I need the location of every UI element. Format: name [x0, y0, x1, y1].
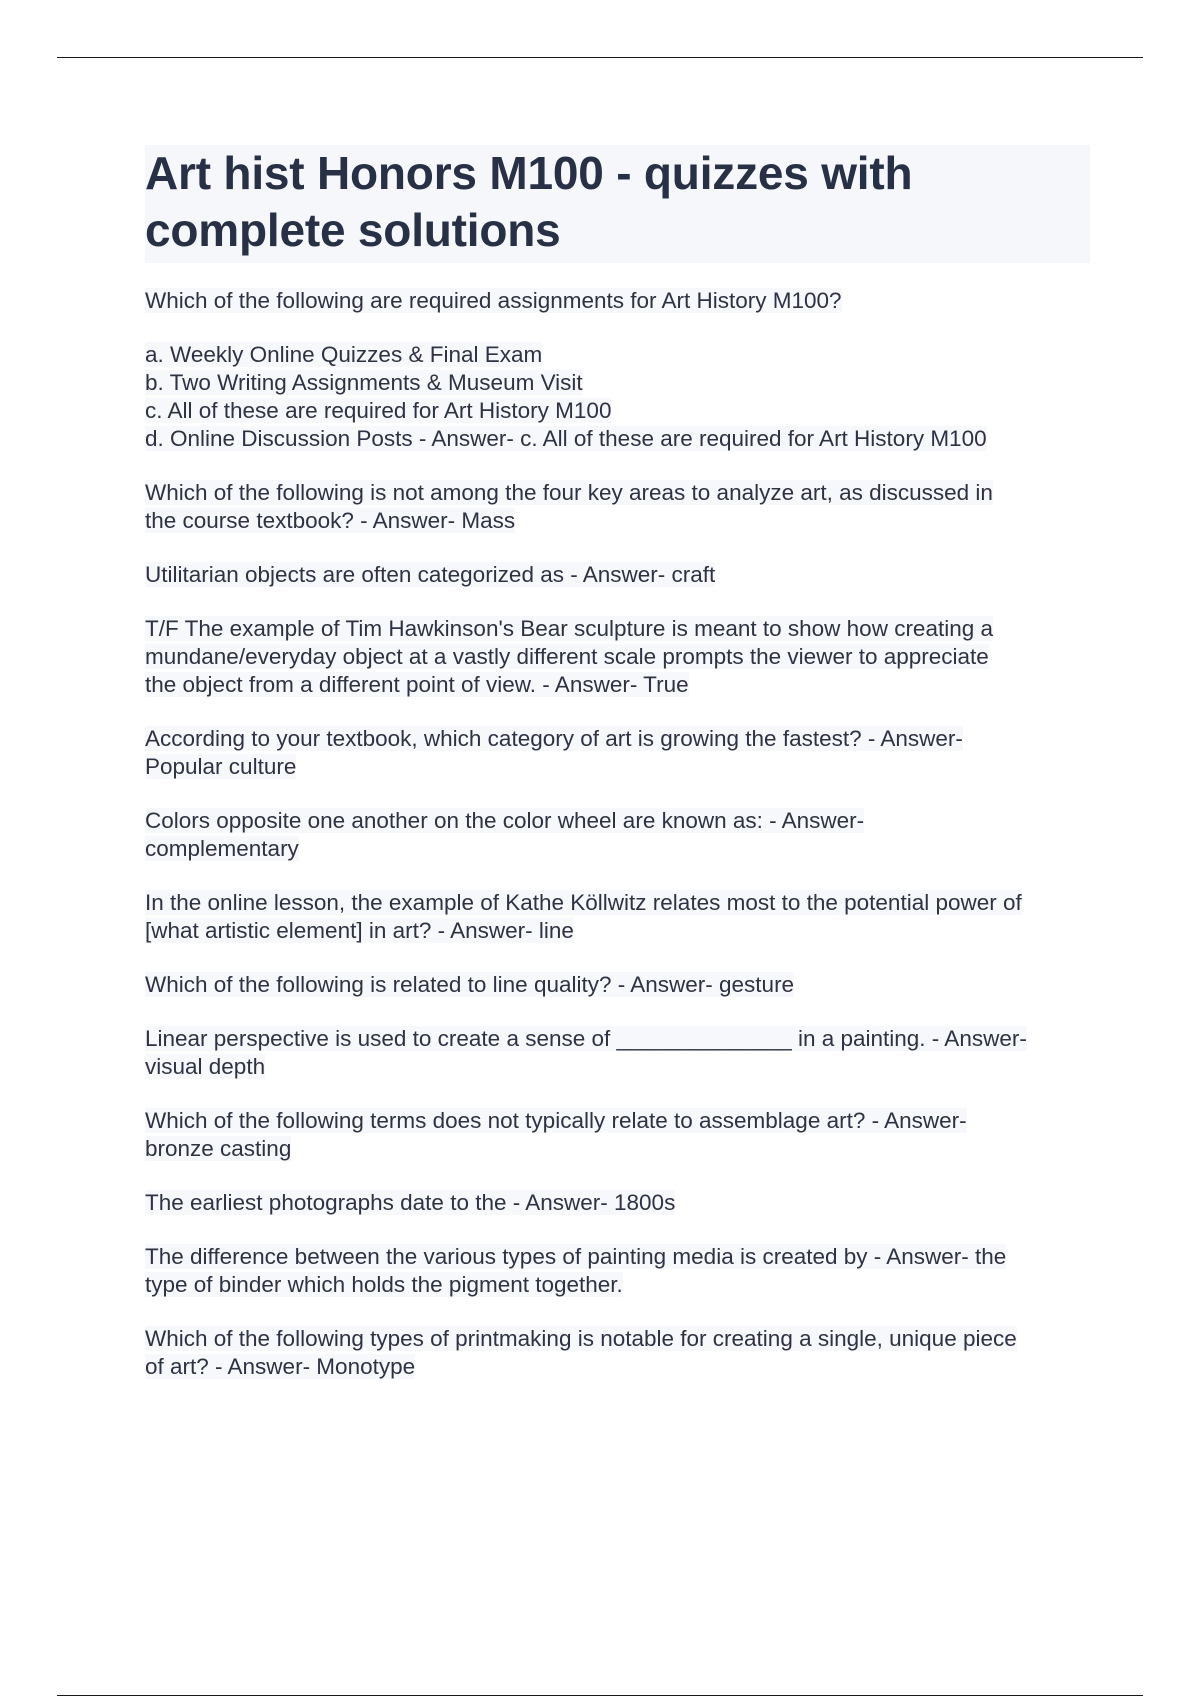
qa-item-line: The earliest photographs date to the - Answer- 1800s [145, 1190, 676, 1215]
qa-item-line: Utilitarian objects are often categorized as - Answer- craft [145, 562, 716, 587]
qa-item [145, 615, 1090, 699]
qa-item-line: Which of the following is not among the four key areas to analyze art, as discussed in [145, 480, 993, 505]
qa-item-line: Linear perspective is used to create a sense of ______________ in a painting. - Answer- [145, 1026, 1027, 1051]
document-body [145, 145, 1090, 1407]
qa-item [145, 1325, 1090, 1381]
top-rule [57, 57, 1143, 58]
title-line-1: Art hist Honors M100 - quizzes with [145, 147, 913, 199]
qa-item [145, 479, 1090, 535]
qa-item-line: the course textbook? - Answer- Mass [145, 508, 516, 533]
title-line-2: complete solutions [145, 204, 561, 256]
qa-item-line: of art? - Answer- Monotype [145, 1354, 416, 1379]
qa-item [145, 1189, 1090, 1217]
qa-item [145, 725, 1090, 781]
document-title [145, 145, 1090, 259]
qa-item-line: Popular culture [145, 754, 297, 779]
question-1-text: Which of the following are required assignments for Art History M100? [145, 288, 842, 313]
qa-item [145, 1107, 1090, 1163]
qa-item-line: mundane/everyday object at a vastly different scale prompts the viewer to appreciate [145, 644, 989, 669]
title-block [145, 145, 1090, 263]
qa-item-line: Colors opposite one another on the color wheel are known as: - Answer- [145, 808, 865, 833]
qa-item-line: T/F The example of Tim Hawkinson's Bear sculpture is meant to show how creating a [145, 616, 994, 641]
question-1-options [145, 341, 1090, 453]
qa-item-line: Which of the following terms does not typically relate to assemblage art? - Answer- [145, 1108, 967, 1133]
qa-item-line: Which of the following is related to line quality? - Answer- gesture [145, 972, 795, 997]
qa-item-line: Which of the following types of printmaking is notable for creating a single, unique piece [145, 1326, 1017, 1351]
qa-item-line: In the online lesson, the example of Kathe Köllwitz relates most to the potential power of [145, 890, 1022, 915]
qa-item-line: type of binder which holds the pigment together. [145, 1272, 623, 1297]
option-c: c. All of these are required for Art History M100 [145, 398, 612, 423]
qa-item-line: complementary [145, 836, 299, 861]
qa-item [145, 561, 1090, 589]
qa-item [145, 1025, 1090, 1081]
qa-list [145, 479, 1090, 1381]
option-d-with-answer: d. Online Discussion Posts - Answer- c. All of these are required for Art History M100 [145, 426, 987, 451]
qa-item [145, 889, 1090, 945]
qa-item [145, 807, 1090, 863]
qa-item-line: According to your textbook, which category of art is growing the fastest? - Answer- [145, 726, 963, 751]
option-a: a. Weekly Online Quizzes & Final Exam [145, 342, 543, 367]
bottom-rule [57, 1695, 1143, 1696]
question-1 [145, 287, 1090, 315]
qa-item [145, 1243, 1090, 1299]
qa-item-line: [what artistic element] in art? - Answer- line [145, 918, 574, 943]
qa-item-line: bronze casting [145, 1136, 292, 1161]
qa-item-line: visual depth [145, 1054, 266, 1079]
qa-item-line: the object from a different point of view. - Answer- True [145, 672, 689, 697]
qa-item-line: The difference between the various types of painting media is created by - Answer- the [145, 1244, 1007, 1269]
qa-item [145, 971, 1090, 999]
option-b: b. Two Writing Assignments & Museum Visit [145, 370, 583, 395]
